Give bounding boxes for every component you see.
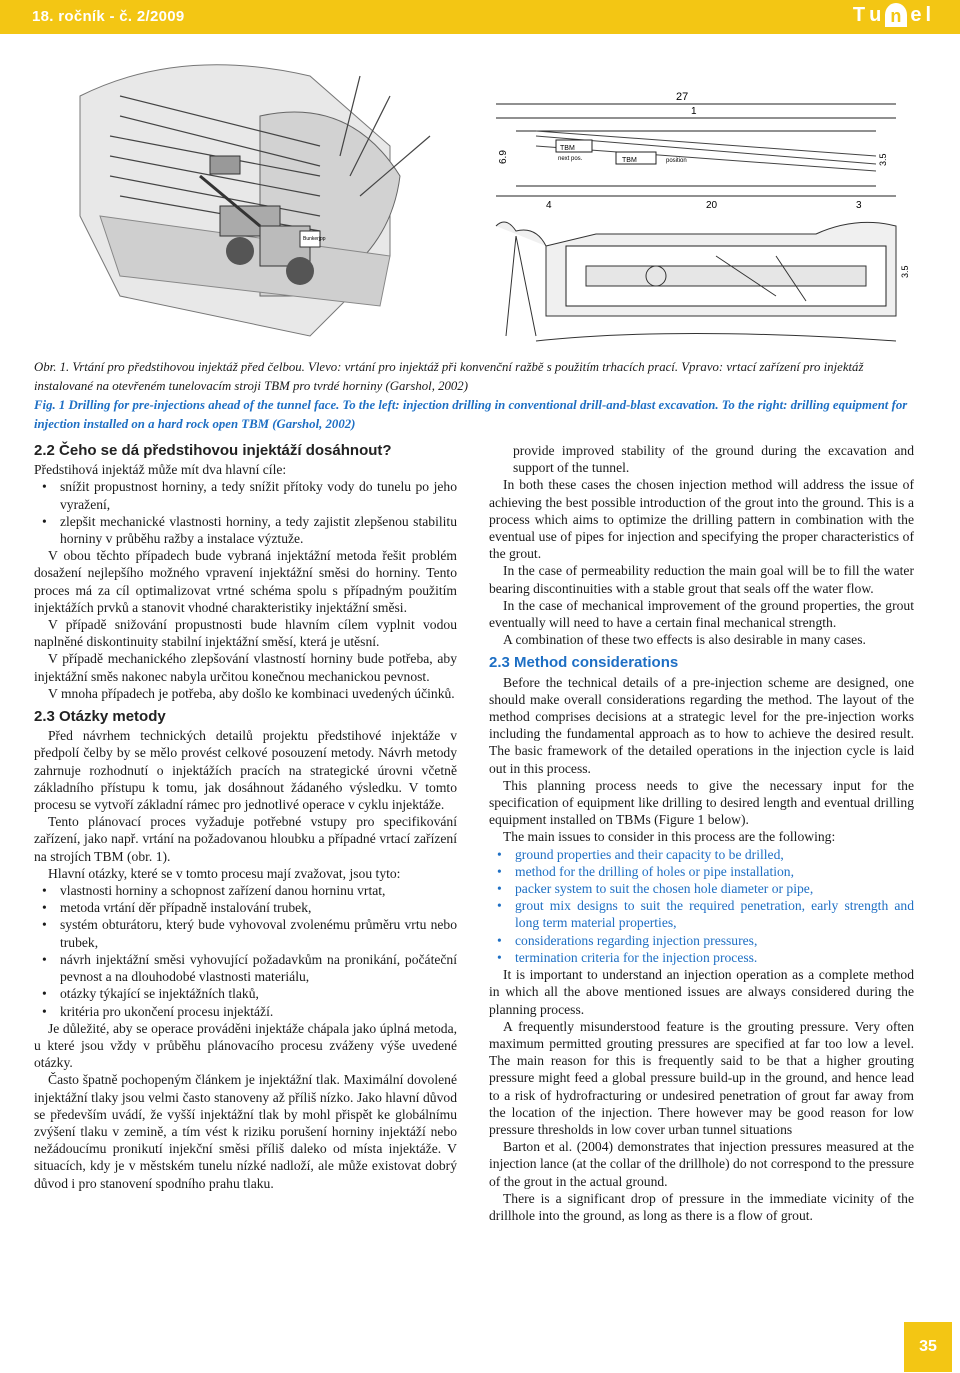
- right-column: [489, 442, 914, 1224]
- paragraph: V případě snižování propustnosti bude hlavním cílem vyplnit vodou naplněné diskontinuity stabilní injektážní směsí, která je utěsní.: [34, 617, 457, 650]
- paragraph: Barton et al. (2004) demonstrates that injection pressures measured at the injection lance (at the collar of the drillhole) do not correspond to the pressure of the grout in the actual ground.: [489, 1139, 914, 1189]
- paragraph: This planning process needs to give the necessary input for the specification of equipment like drilling to desired length and eventual drilling equipment installed on TBMs (Figure 1 below).: [489, 777, 914, 828]
- list-item: • metoda vrtání děr případně instalování trubek,: [34, 899, 457, 916]
- logo-letter: l: [925, 3, 932, 26]
- tbm-label: TBM: [622, 157, 637, 164]
- dimension-label: 6.9: [498, 150, 509, 164]
- tbm-label: next pos.: [558, 156, 583, 162]
- bullet-list: [489, 846, 914, 966]
- list-item: • otázky týkající se injektážních tlaků,: [34, 985, 457, 1002]
- list-item: • systém obturátoru, který bude vyhovoval zvolenému průměru vrtu nebo trubek,: [34, 916, 457, 950]
- list-item: • zlepšit mechanické vlastnosti horniny, a tedy zajistit zlepšenou stabilitu horniny v průběhu ražby a instalace výztuže.: [34, 513, 457, 547]
- list-item: • ground properties and their capacity to be drilled,: [489, 846, 914, 863]
- dimension-label: 1: [691, 106, 697, 117]
- figure-caption: [34, 358, 914, 434]
- tbm-label: position: [666, 158, 687, 164]
- paragraph: It is important to understand an injection operation as a complete method in which all the above mentioned issues are always considered during the planning process.: [489, 967, 914, 1017]
- dimension-label: 3.5: [900, 265, 910, 278]
- list-item: • grout mix designs to suit the required penetration, early strength and long term material properties,: [489, 897, 914, 931]
- list-item: • návrh injektážní směsi vyhovující požadavkům na pronikání, počáteční pevnost a na dlouhodobé vlastnosti materiálu,: [34, 951, 457, 985]
- paragraph: Before the technical details of a pre-injection scheme are designed, one should make overall considerations regarding the method. The layout of the method comprises decisions at a strategic level for the pre-injection works including the fundamental approach as to how to achieve the desired result. The basic framework of the detailed operations in the injection cycle is laid out in this process.: [489, 674, 914, 776]
- dimension-label: 3.5: [878, 153, 888, 166]
- paragraph: Často špatně pochopeným článkem je injektážní tlak. Maximální dovolené injektážní tlaky jsou velmi často stanoveny až příliš nízko. Jako hlavní důvod se především uvádí, že vyšší injektážní tlak by mohl přispět ke globálnímu zvýšení tlaku v zemině, a tím vést k riziku porušení horniny injektáží nebo nežádoucímu pronikutí injekční směsi příliš daleko od místa injektáže. V situacích, kdy je v městském tunelu nízké nadloží, ale může existovat dobrý důvod i pro stanovení spodního prahu tlaku.: [34, 1072, 457, 1191]
- paragraph: V mnoha případech je potřeba, aby došlo ke kombinaci uvedených účinků.: [48, 685, 455, 701]
- paragraph: Předstihová injektáž může mít dva hlavní cíle:: [34, 462, 287, 478]
- dimension-label: 4: [546, 200, 552, 211]
- list-item: • termination criteria for the injection process.: [489, 949, 914, 966]
- left-column: [34, 442, 457, 1192]
- figure-left-drilling: [60, 56, 460, 352]
- paragraph: A frequently misunderstood feature is the grouting pressure. Very often maximum permitted grouting pressures are specified at far too low a level. The main reason for this is frequently said to be that a higher grouting pressure might feed a global pressure build-up in the ground, and hence lead to a risk of hydrofracturing or undesired penetration of grout far away from the location of the injection. There however may be good reason for low pressure thresholds in low cover urban tunnel situations: [489, 1018, 914, 1137]
- issue-label: 18. ročník - č. 2/2009: [32, 8, 185, 25]
- paragraph: Tento plánovací proces vyžaduje potřebné vstupy pro specifikování zařízení, jako např. vrtání na požadovanou hloubku a případné vrtací zařízení na strojích TBM (obr. 1).: [34, 814, 457, 864]
- figure-label: Bunkerjpp: [303, 236, 326, 242]
- paragraph: Hlavní otázky, které se v tomto procesu mají zvažovat, jsou tyto:: [48, 865, 401, 881]
- page-number: 35: [904, 1322, 952, 1372]
- dimension-label: 20: [706, 200, 718, 211]
- section-heading: 2.3 Method considerations: [489, 654, 679, 672]
- paragraph: provide improved stability of the ground during the excavation and support of the tunnel.: [513, 443, 914, 476]
- list-item: • method for the drilling of holes or pipe installation,: [489, 863, 914, 880]
- figure-right-tbm: [476, 56, 936, 346]
- section-heading: 2.3 Otázky metody: [34, 708, 166, 726]
- header-bar: [0, 0, 960, 34]
- section-heading: 2.2 Čeho se dá předstihovou injektáží dosáhnout?: [34, 442, 392, 459]
- caption-english: Fig. 1 Drilling for pre-injections ahead of the tunnel face. To the left: injection drilling in conventional drill-and-blast excavation. To the right: drilling equipment for injection installed on a hard rock open TBM (Garshol, 2002): [34, 398, 908, 431]
- dimension-label: 27: [676, 91, 689, 103]
- list-item: • vlastnosti horniny a schopnost zařízení danou horninu vrtat,: [34, 882, 457, 899]
- list-item: • considerations regarding injection pressures,: [489, 932, 914, 949]
- paragraph: The main issues to consider in this process are the following:: [503, 829, 836, 845]
- logo-letter: n: [885, 3, 907, 27]
- logo-letter: u: [869, 3, 883, 26]
- paragraph: Před návrhem technických detailů projektu předstihové injektáže v předpolí čelby by se mělo provést celkové posouzení metody. Návrh metody zahrnuje rozhodnutí o injektážích pracích na strategické úrovni včetně základního přístupu k tomu, jak dosáhnout žádaného výsledku. V tomto procesu se vytvoří základní rámec pro jednotlivé operace v cyklu injektáže.: [34, 728, 457, 813]
- tunel-logo: [853, 3, 932, 27]
- paragraph: In the case of mechanical improvement of the ground properties, the grout eventually will need to have a certain final mechanical strength.: [489, 597, 914, 631]
- bullet-list: [34, 478, 457, 547]
- paragraph: There is a significant drop of pressure in the immediate vicinity of the drillhole into the ground, as long as there is a flow of grout.: [489, 1190, 914, 1223]
- paragraph: In the case of permeability reduction the main goal will be to fill the water bearing discontinuities with a stable grout that seals off the water flow.: [489, 563, 914, 596]
- list-item: • kritéria pro ukončení procesu injektáží.: [34, 1003, 457, 1020]
- list-item: • packer system to suit the chosen hole diameter or pipe,: [489, 880, 914, 897]
- paragraph: A combination of these two effects is also desirable in many cases.: [503, 632, 866, 648]
- logo-letter: e: [910, 3, 923, 26]
- list-item: • snížit propustnost horniny, a tedy snížit přítoky vody do tunelu po jeho vyražení,: [34, 478, 457, 512]
- bullet-list: [34, 882, 457, 1020]
- tbm-label: TBM: [560, 145, 575, 152]
- paragraph: V obou těchto případech bude vybraná injektážní metoda řešit problém dosažení nejlepšího možného vpravení injektážní směsi do horniny. Tento proces má za cíl optimalizovat vrtné schéma spolu s případným použitím injektážích prvků a stanovit vhodné charakteristiky injektážní směsi.: [34, 548, 457, 615]
- dimension-label: 3: [856, 200, 862, 211]
- paragraph: V případě mechanického zlepšování vlastností horniny bude potřeba, aby injektážní směs nakonec nabyla určitou konečnou mechanickou pevnost.: [34, 651, 457, 684]
- caption-czech: Obr. 1. Vrtání pro předstihovou injektáž před čelbou. Vlevo: vrtání pro injektáž při konvenční ražbě s použitím trhacích prací. Vpravo: vrtací zařízení pro injektáž instalované na otevřeném tunelovacím stroji TBM pro tvrdé horniny (Garshol, 2002): [34, 360, 864, 393]
- paragraph: Je důležité, aby se operace prováděni injektáže chápala jako úplná metoda, u které jsou vždy v průběhu plánovacího procesu zváženy výše uvedené otázky.: [34, 1020, 457, 1071]
- paragraph: In both these cases the chosen injection method will address the issue of achieving the best possible introduction of the grout into the ground. This is a process which aims to optimize the drilling pattern in combination with the eventual use of pipes for injection and specifying the proper characteristics of the grout.: [489, 477, 914, 562]
- logo-letter: T: [852, 3, 867, 26]
